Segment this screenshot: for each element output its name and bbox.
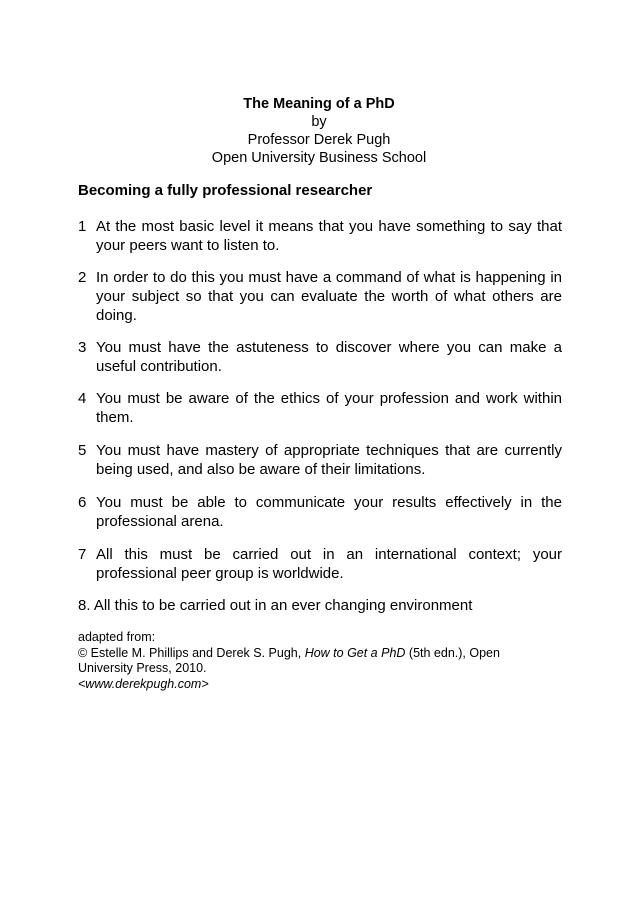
title-block <box>0 95 638 167</box>
list-item <box>78 545 562 583</box>
citation-website <box>78 677 548 693</box>
citation-block <box>78 630 548 692</box>
citation-copyright-suffix: (5th edn.), Open University Press, 2010. <box>78 645 500 675</box>
list-item-text: All this must be carried out in an international context; your professional peer group is worldwide. <box>96 546 562 582</box>
citation-reference <box>78 646 548 677</box>
list-item-number: 7 <box>78 546 87 563</box>
list-item <box>78 493 562 531</box>
list-item <box>78 338 562 376</box>
list-item-text: You must be aware of the ethics of your profession and work within them. <box>96 390 562 426</box>
list-item <box>78 217 562 255</box>
list-item <box>78 389 562 427</box>
document-title: The Meaning of a PhD <box>243 96 395 112</box>
list-item <box>78 268 562 325</box>
citation-adapted-label: adapted from: <box>78 630 156 644</box>
list-item-number: 5 <box>78 442 87 459</box>
list-item-number: 1 <box>78 218 87 235</box>
list-item-number: 4 <box>78 390 87 407</box>
list-item <box>78 441 562 479</box>
list-item-text: In order to do this you must have a command of what is happening in your subject so that you can evaluate the worth of what others are doing. <box>96 269 562 324</box>
list-item-number: 3 <box>78 339 87 356</box>
list-item-text: At the most basic level it means that you have something to say that your peers want to listen to. <box>96 218 562 254</box>
list-item-text: You must have the astuteness to discover where you can make a useful contribution. <box>96 339 562 375</box>
citation-website-text: <www.derekpugh.com> <box>78 676 209 691</box>
list-item-number: 6 <box>78 494 87 511</box>
byline-by: by <box>311 114 327 130</box>
list-item-text: You must have mastery of appropriate techniques that are currently being used, and also be aware of their limitations. <box>96 442 562 478</box>
list-item-number: 2 <box>78 269 87 286</box>
citation-copyright-prefix: © Estelle M. Phillips and Derek S. Pugh, <box>78 645 305 660</box>
citation-book-title: How to Get a PhD <box>304 645 406 660</box>
institution-name: Open University Business School <box>211 150 427 166</box>
final-statement: 8. All this to be carried out in an ever changing environment <box>78 597 473 614</box>
list-item-text: You must be able to communicate your results effectively in the professional arena. <box>96 494 562 530</box>
section-heading: Becoming a fully professional researcher <box>78 182 373 199</box>
author-name: Professor Derek Pugh <box>247 132 391 148</box>
